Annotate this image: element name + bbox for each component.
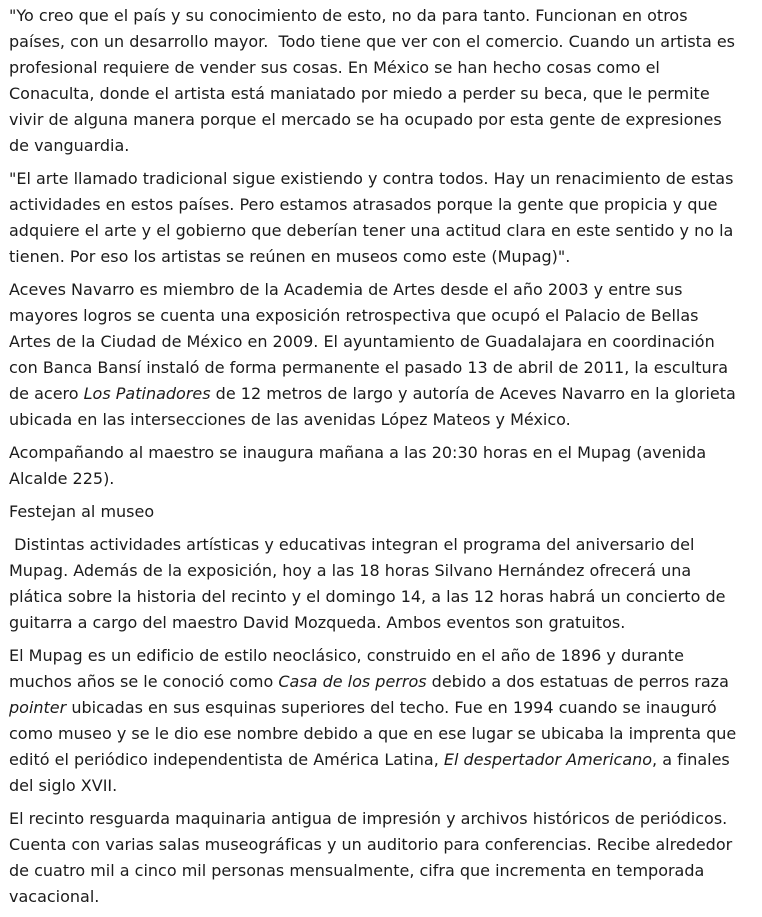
text-run: de 12 metros de largo y autoría de Aceves Navarro en la glorieta ubicada en las intersecciones de las avenidas López Mateos y México. (9, 384, 741, 429)
text-run: "Yo creo que el país y su conocimiento de esto, no da para tanto. Funcionan en otros países, con un desarrollo mayor. Todo tiene que ver con el comercio. Cuando un artista es profesional requiere de vender sus cosas. En México se han hecho cosas como el Conaculta, donde el artista está maniatado por miedo a perder su beca, que le permite vivir de alguna manera porque el mercado se ha ocupado por esta gente de expresiones de vanguardia. (9, 6, 741, 155)
italic-text-run: Casa de los perros (278, 672, 427, 691)
text-run: ubicadas en sus esquinas superiores del techo. Fue en 1994 cuando se inauguró como museo y se le dio ese nombre debido a que en ese lugar se ubicaba la imprenta que editó el periódico independentista de América Latina, (9, 698, 742, 769)
quote-paragraph-1 (9, 3, 742, 159)
italic-text-run: Los Patinadores (83, 384, 211, 403)
quote-paragraph-2 (9, 166, 742, 270)
museum-collection-paragraph (9, 806, 742, 910)
italic-text-run: pointer (9, 698, 67, 717)
building-history-paragraph (9, 643, 742, 799)
inauguration-paragraph (9, 440, 742, 492)
anniversary-program-paragraph (9, 532, 742, 636)
text-run: , a finales del siglo XVII. (9, 750, 735, 795)
text-run: Aceves Navarro es miembro de la Academia de Artes desde el año 2003 y entre sus mayores logros se cuenta una exposición retrospectiva que ocupó el Palacio de Bellas Artes de la Ciudad de México en 2009. El ayuntamiento de Guadalajara en coordinación con Banca Bansí instaló de forma permanente el pasado 13 de abril de 2011, la escultura de acero (9, 280, 734, 403)
subheading-festejan-al-museo (9, 499, 742, 525)
text-run: Distintas actividades artísticas y educativas integran el programa del aniversario del Mupag. Además de la exposición, hoy a las 18 horas Silvano Hernández ofrecerá una plática sobre la historia del recinto y el domingo 14, a las 12 horas habrá un concierto de guitarra a cargo del maestro David Mozqueda. Ambos eventos son gratuitos. (9, 535, 731, 632)
text-run: El Mupag es un edificio de estilo neoclásico, construido en el año de 1896 y durante muchos años se le conoció como (9, 646, 689, 691)
bio-paragraph (9, 277, 742, 433)
text-run: Acompañando al maestro se inaugura mañana a las 20:30 horas en el Mupag (avenida Alcalde 225). (9, 443, 712, 488)
text-run: El recinto resguarda maquinaria antigua de impresión y archivos históricos de periódicos. Cuenta con varias salas museográficas y un auditorio para conferencias. Recibe alrededor de cuatro mil a cinco mil personas mensualmente, cifra que incrementa en temporada vacacional. (9, 809, 738, 906)
italic-text-run: El despertador Americano (443, 750, 653, 769)
text-run: "El arte llamado tradicional sigue existiendo y contra todos. Hay un renacimiento de estas actividades en estos países. Pero estamos atrasados porque la gente que propicia y que adquiere el arte y el gobierno que deberían tener una actitud clara en este sentido y no la tienen. Por eso los artistas se reúnen en museos como este (Mupag)". (9, 169, 739, 266)
text-run: Festejan al museo (9, 502, 155, 521)
text-run: debido a dos estatuas de perros raza (426, 672, 734, 691)
